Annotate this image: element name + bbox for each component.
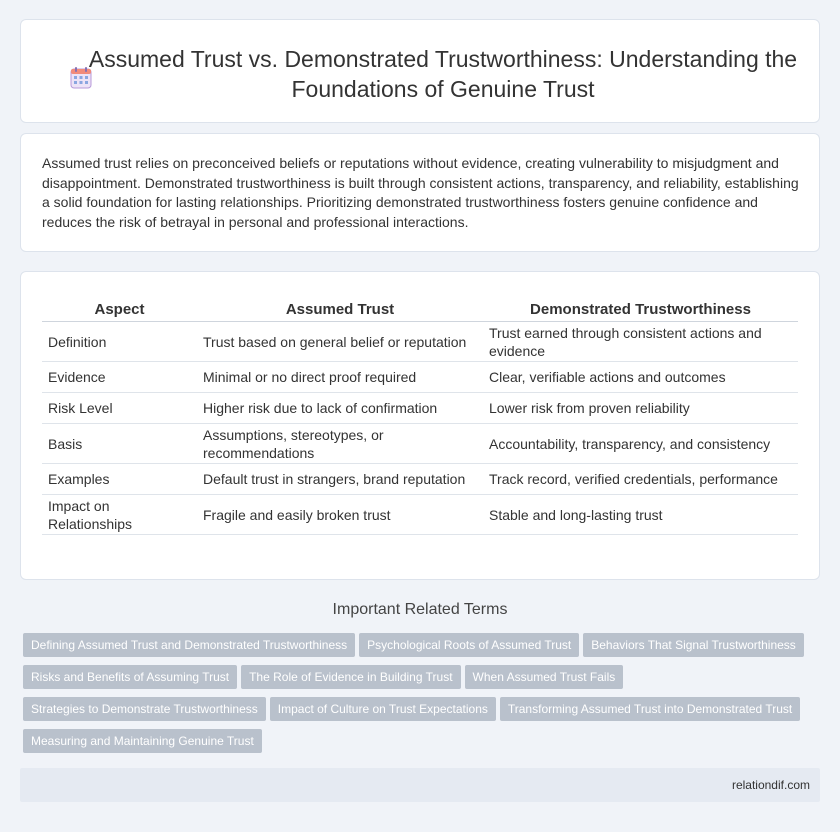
table-row	[42, 362, 798, 393]
title-card	[20, 19, 820, 123]
table-row	[42, 322, 798, 362]
row-assumed: Assumptions, stereotypes, or recommendations	[197, 424, 483, 464]
table-row	[42, 495, 798, 535]
table-row	[42, 393, 798, 424]
comparison-table-card	[20, 271, 820, 580]
intro-paragraph: Assumed trust relies on preconceived beliefs or reputations without evidence, creating vulnerability to misjudgment and disappointment. Demonstrated trustworthiness is built through consistent actions, transparency, and reliability, establishing a solid foundation for lasting relationships. Prioritizing demonstrated trustworthiness fosters genuine confidence and reduces the risk of betrayal in personal and professional interactions.	[42, 155, 799, 230]
row-aspect: Impact on Relationships	[42, 495, 197, 535]
row-demonstrated: Trust earned through consistent actions and evidence	[483, 322, 798, 362]
table-header-row	[42, 296, 798, 322]
related-tag[interactable]: Defining Assumed Trust and Demonstrated Trustworthiness	[23, 633, 355, 657]
related-tag[interactable]: Behaviors That Signal Trustworthiness	[583, 633, 804, 657]
related-tag[interactable]: Psychological Roots of Assumed Trust	[359, 633, 579, 657]
intro-card	[20, 133, 820, 252]
row-aspect: Basis	[42, 424, 197, 464]
row-aspect: Definition	[42, 322, 197, 362]
header-demonstrated-trustworthiness: Demonstrated Trustworthiness	[483, 296, 798, 322]
related-tag[interactable]: Measuring and Maintaining Genuine Trust	[23, 729, 262, 753]
row-aspect: Risk Level	[42, 393, 197, 424]
footer	[20, 768, 820, 802]
footer-site-link[interactable]: relationdif.com	[731, 778, 810, 792]
header-assumed-trust: Assumed Trust	[197, 296, 483, 322]
row-assumed: Fragile and easily broken trust	[197, 495, 483, 535]
related-tag[interactable]: Impact of Culture on Trust Expectations	[270, 697, 496, 721]
header-aspect: Aspect	[42, 296, 197, 322]
row-demonstrated: Stable and long-lasting trust	[483, 495, 798, 535]
related-tag[interactable]: When Assumed Trust Fails	[465, 665, 624, 689]
row-demonstrated: Lower risk from proven reliability	[483, 393, 798, 424]
comparison-table	[42, 296, 798, 535]
table-row	[42, 464, 798, 495]
related-terms-heading: Important Related Terms	[332, 601, 508, 618]
row-demonstrated: Clear, verifiable actions and outcomes	[483, 362, 798, 393]
row-assumed: Higher risk due to lack of confirmation	[197, 393, 483, 424]
row-assumed: Minimal or no direct proof required	[197, 362, 483, 393]
related-tag[interactable]: Strategies to Demonstrate Trustworthiness	[23, 697, 266, 721]
related-tag[interactable]: Transforming Assumed Trust into Demonstrated Trust	[500, 697, 800, 721]
related-terms-tags	[23, 633, 823, 761]
related-tag[interactable]: Risks and Benefits of Assuming Trust	[23, 665, 237, 689]
row-aspect: Evidence	[42, 362, 197, 393]
related-tag[interactable]: The Role of Evidence in Building Trust	[241, 665, 460, 689]
row-demonstrated: Track record, verified credentials, performance	[483, 464, 798, 495]
table-row	[42, 424, 798, 464]
row-assumed: Trust based on general belief or reputation	[197, 322, 483, 362]
row-assumed: Default trust in strangers, brand reputation	[197, 464, 483, 495]
page-title: Assumed Trust vs. Demonstrated Trustworthiness: Understanding the Foundations of Genuine Trust	[88, 46, 798, 102]
row-demonstrated: Accountability, transparency, and consistency	[483, 424, 798, 464]
row-aspect: Examples	[42, 464, 197, 495]
